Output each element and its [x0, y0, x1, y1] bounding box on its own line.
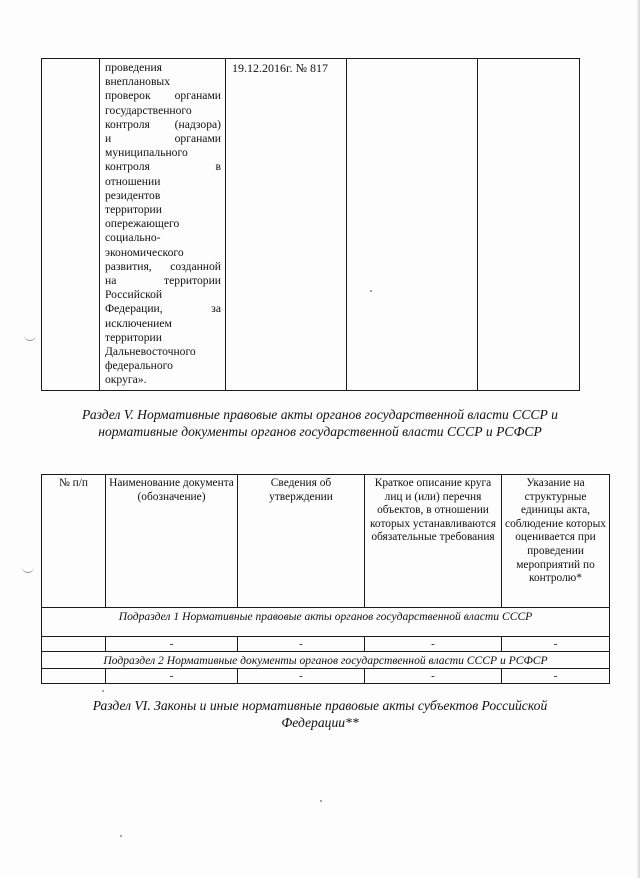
act-name-line: и органами — [105, 132, 221, 146]
act-name-line: федерального — [105, 359, 173, 373]
act-name-line: отношении — [105, 174, 161, 188]
cell-description — [347, 59, 478, 391]
subsection-1-row — [42, 608, 610, 637]
scan-speck — [120, 835, 122, 837]
row-cell — [42, 669, 106, 684]
section-5-table — [41, 474, 610, 684]
row-cell — [42, 637, 106, 652]
cell-number — [42, 59, 100, 391]
act-name-line: Российской — [105, 288, 163, 302]
subsection-1-title: Подраздел 1 Нормативные правовые акты органов государственной власти СССР — [42, 608, 610, 637]
act-name-text — [100, 59, 225, 388]
section-5-title: Раздел V. Нормативные правовые акты органов государственной власти СССР и нормативные документы органов государственной власти СССР и РСФСР — [82, 407, 558, 439]
row-cell: - — [106, 669, 238, 684]
row-cell: - — [238, 637, 365, 652]
subsection-2-row — [42, 652, 610, 669]
scan-mark — [24, 334, 36, 341]
scan-speck — [320, 800, 322, 802]
continuation-table — [41, 58, 580, 391]
scan-speck — [370, 290, 372, 292]
act-name-line: внеплановых — [105, 75, 171, 89]
row-cell: - — [365, 637, 502, 652]
cell-approval — [226, 59, 347, 391]
row-cell: - — [502, 669, 610, 684]
act-name-line: Федерации, за — [105, 302, 221, 316]
act-name-line: территории — [105, 330, 162, 344]
act-name-line: Дальневосточного — [105, 345, 196, 359]
act-name-line: территории — [105, 203, 162, 217]
row-cell: - — [365, 669, 502, 684]
act-name-line: исключением — [105, 316, 172, 330]
act-name-line: развития, созданной — [105, 259, 221, 273]
act-name-line: проведения — [105, 61, 162, 74]
section-6-title: Раздел VI. Законы и иные нормативные правовые акты субъектов Российской Федерации** — [92, 698, 548, 730]
scan-mark — [22, 566, 34, 573]
table-row — [42, 669, 610, 684]
header-description: Краткое описание круга лиц и (или) перечня объектов, в отношении которых устанавливаются обязательные требования — [365, 475, 502, 608]
header-document-name: Наименование документа (обозначение) — [106, 475, 238, 608]
act-name-line: проверок органами — [105, 89, 221, 103]
act-name-line: муниципального — [105, 146, 188, 160]
act-name-line: экономического — [105, 245, 184, 259]
act-name-line: контроля (надзора) — [105, 117, 221, 131]
act-name-line: на территории — [105, 274, 221, 288]
act-name-line: социально- — [105, 231, 161, 245]
row-cell: - — [502, 637, 610, 652]
row-cell: - — [106, 637, 238, 652]
header-number: № п/п — [42, 475, 106, 608]
act-name-line: опережающего — [105, 217, 180, 231]
header-approval-info: Сведения об утверждении — [238, 475, 365, 608]
approval-text: 19.12.2016г. № 817 — [232, 61, 329, 75]
subsection-2-title: Подраздел 2 Нормативные документы органов государственной власти СССР и РСФСР — [42, 652, 610, 669]
table-row — [42, 637, 610, 652]
header-structural-units: Указание на структурные единицы акта, соблюдение которых оценивается при проведении мероприятий по контролю* — [502, 475, 610, 608]
cell-act-name — [100, 59, 226, 391]
act-name-line: резидентов — [105, 188, 161, 202]
cell-structural-units — [478, 59, 580, 391]
header-row — [42, 475, 610, 608]
table-row — [42, 59, 580, 391]
row-cell: - — [238, 669, 365, 684]
act-name-line: округа». — [105, 373, 147, 387]
act-name-line: контроля в — [105, 160, 221, 174]
act-name-line: государственного — [105, 103, 192, 117]
scan-speck — [102, 690, 104, 692]
